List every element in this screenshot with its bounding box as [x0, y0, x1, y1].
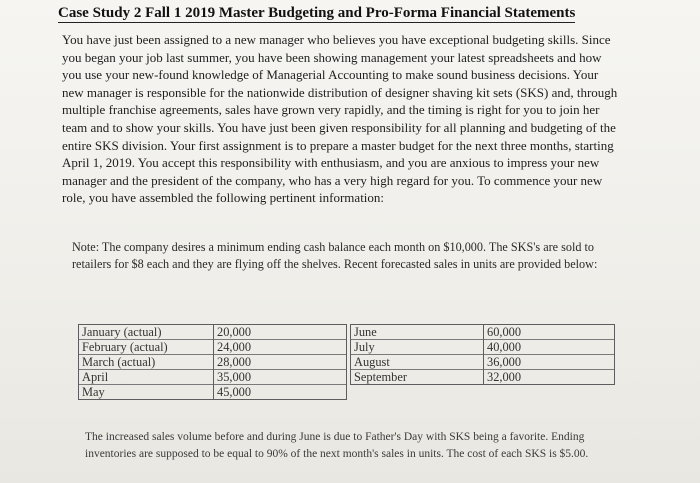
right-months-column	[350, 324, 484, 385]
units-cell: 20,000	[214, 325, 346, 340]
left-months-column	[78, 324, 214, 400]
units-cell: 45,000	[217, 385, 252, 399]
month-cell: August	[351, 355, 483, 370]
month-cell: April	[79, 370, 213, 385]
footer-paragraph: The increased sales volume before and during June is due to Father's Day with SKS being a favorite. Ending inventories are supposed to be equal to 90% of the next month's sales in units. The cost of each SKS is $5.00.	[85, 431, 589, 460]
month-cell: March (actual)	[79, 355, 213, 370]
units-cell: 28,000	[214, 355, 346, 370]
units-cell: 35,000	[214, 370, 346, 385]
units-cell: 40,000	[484, 340, 614, 355]
units-cell: 60,000	[484, 325, 614, 340]
left-units-column	[214, 324, 347, 400]
month-cell: September	[354, 370, 407, 384]
units-cell: 24,000	[214, 340, 346, 355]
page-title: Case Study 2 Fall 1 2019 Master Budgeting and Pro-Forma Financial Statements	[58, 5, 576, 21]
month-cell: June	[351, 325, 483, 340]
month-cell: January (actual)	[79, 325, 213, 340]
intro-paragraph: You have just been assigned to a new manager who believes you have exceptional budgeting skills. Since you began your job last summer, you have been showing management your latest spreadsheets and how you use your new-found knowledge of Managerial Accounting to make sound business decisions. Your new manager is responsible for the nationwide distribution of designer shaving kit sets (SKS) and, through multiple franchise agreements, sales have grown very rapidly, and the timing is right for you to join her team and to show your skills. You have just been given responsibility for all planning and budgeting of the entire SKS division. Your first assignment is to prepare a master budget for the next three months, starting April 1, 2019. You accept this responsibility with enthusiasm, and you are anxious to impress your new manager and the president of the company, who has a very high regard for you. To commence your new role, you have assembled the following pertinent information:	[62, 32, 618, 206]
units-cell: 36,000	[484, 355, 614, 370]
month-cell: July	[351, 340, 483, 355]
right-units-column	[484, 324, 615, 385]
month-cell: February (actual)	[79, 340, 213, 355]
note-paragraph: Note: The company desires a minimum ending cash balance each month on $10,000. The SKS's are sold to retailers for $8 each and they are flying off the shelves. Recent forecasted sales in units are provided below:	[72, 240, 598, 271]
month-cell: May	[82, 385, 105, 399]
units-cell: 32,000	[487, 370, 522, 384]
